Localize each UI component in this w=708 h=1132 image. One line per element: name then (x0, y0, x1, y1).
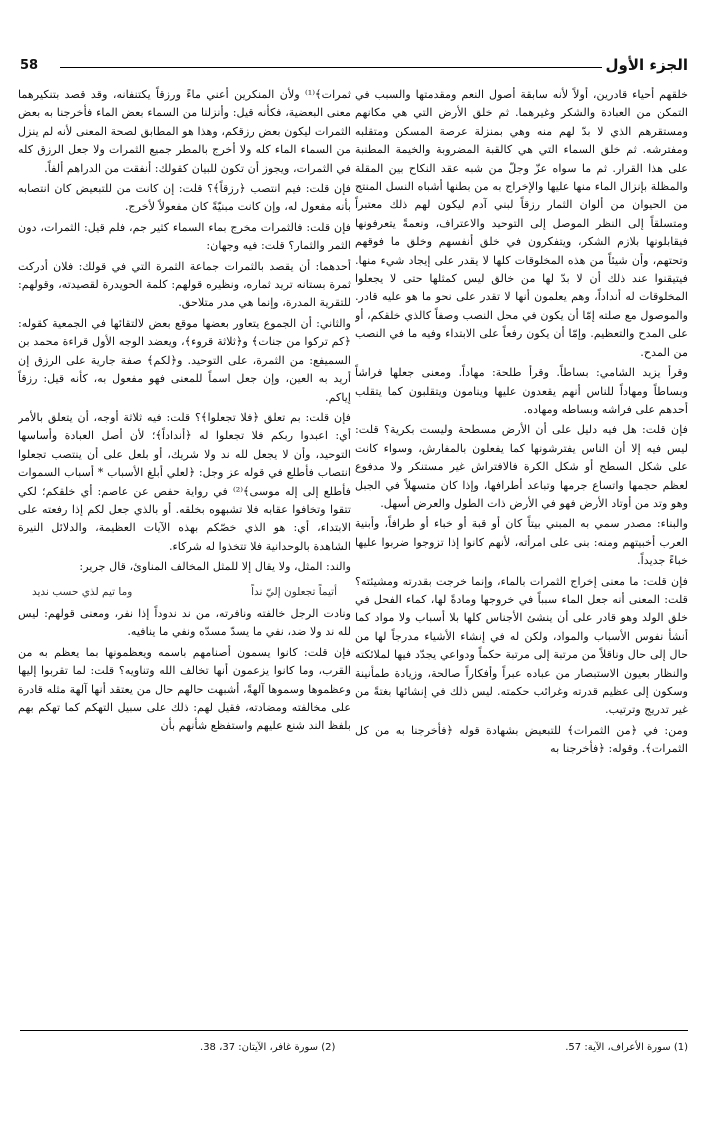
footnote: (2) سورة غافر، الآيتان: 37، 38. (200, 1042, 336, 1053)
paragraph: فإن قلت: هل فيه دليل على أن الأرض مسطحة وليست بكرية؟ قلت: ليس فيه إلا أن الناس يفترشونها كما يفعلون بالمفارش، وسواء كانت على شكل السطح أو شكل الكرة فالافتراش غير مستنكر ولا مدفوع لعظم حجمها واتساع جرمها وتباعد أطرافها، وإذا كان متسهلاً في الجبل وهو وتد من أوتاد الأرض فهو في الأرض ذات الطول والعرض أسهل. (355, 423, 688, 510)
paragraph: فإن قلت: فالثمرات مخرج بماء السماء كثير جم، فلم قيل: الثمرات، دون الثمر والثمار؟ قلت: فيه وجهان: (18, 220, 351, 253)
paragraph: والبناء: مصدر سمي به المبني بيتاً كان أو قبة أو خباء أو طرافاً، وأبنية العرب أخبيتهم ومنه: بنى على امرأته، لأنهم كانوا إذا تزوجوا ضربوا عليها خباءً جديداً. (355, 517, 688, 568)
paragraph: فإن قلت: فيم انتصب ﴿رزقاً﴾؟ قلت: إن كانت من للتبعيض كان انتصابه بأنه مفعول له، وإن كانت مبنيّةً كان مفعولاً لأخرج. (18, 182, 351, 214)
paragraph: والثاني: أن الجموع يتعاور بعضها موقع بعض لالتقائها في الجمعية كقوله: ﴿كم تركوا من جنات﴾ و﴿ثلاثة قروء﴾، ويعضد الوجه الأول قراءة محمد بن السميفع: من الثمرة، على التوحيد. و﴿لكم﴾ صفة جارية على الرزق إن أريد به العين، وإن جعل اسماً للمعنى فهو مفعول به، كأنه قيل: رزقاً إياكم. (18, 316, 351, 404)
page-number: 58 (20, 58, 39, 73)
paragraph: ومن: في ﴿من الثمرات﴾ للتبعيض بشهادة قوله ﴿فأخرجنا به من كل الثمرات﴾. وقوله: ﴿فأخرجنا به (355, 723, 688, 756)
header-rule (60, 67, 602, 68)
paragraph: وقرأ يزيد الشامي: بساطاً. وقرأ طلحة: مهاداً. ومعنى جعلها فراشاً وبساطاً ومهاداً للناس أنهم يقعدون عليها وينامون ويتقلبون كما يتقلب أحدهم على فراشه وبساطه ومهاده. (355, 366, 688, 416)
running-title: الجزء الأول (605, 56, 688, 74)
poem-verse (18, 579, 351, 605)
paragraph: ثمرات﴾⁽¹⁾ ولأن المنكرين أعني ماءً ورزقاً يكتنفانه، وقد قصد بتنكيرهما معنى البعضية، فكأنه قيل: وأنزلنا من السماء بعض الماء فأخرجنا به بعض الثمرات ليكون بعض رزقكم، وهذا هو المطابق لصحة المعنى لأنه لم ينزل من السماء الماء كله ولا أخرج بالمطر جميع الثمرات ولا جعل الرزق كله في الثمرات، ويجوز أن تكون للبيان كقولك: أنفقت من الدراهم ألفاً. (18, 88, 351, 175)
right-column (355, 86, 688, 1004)
paragraph: فإن قلت: ما معنى إخراج الثمرات بالماء، وإنما خرجت بقدرته ومشيئته؟ قلت: المعنى أنه جعل الماء سبباً في خروجها ومادةً لها، كماء الفحل في خلق الولد وهو قادر على أن ينشئ الأجناس كلها بلا أسباب ولا مواد كما أنشأ نفوس الأسباب والمواد، ولكن له في إنشاء الأشياء مدرجاً لها من حال إلى حال وناقلاً من مرتبة إلى مرتبة حكماً ودواعي يجدّد فيها لملائكته والنظار بعيون الاستبصار من عباده عبراً وأفكاراً صالحة، وزيادة طمأنينة وسكون إلى عظيم قدرته وغرائب حكمته. ليس ذلك في إنشائها بغتةً من غير تدريج وترتيب. (355, 574, 688, 717)
paragraph: أحدهما: أن يقصد بالثمرات جماعة الثمرة التي في قولك: فلان أدركت ثمرة بستانه تريد ثماره، ونظيره قولهم: كلمة الحويدرة لقصيدته، وقولهم: للتقرية المدرة، وإنما هي مدر متلاحق. (18, 259, 351, 310)
poem-hemistich: وما تيم لذي حسب نديد (32, 585, 133, 598)
paragraph: ونادت الرجل خالفته ونافرته، من ند ندوداً إذا نفر، ومعنى قولهم: ليس لله ند ولا ضد، نفي ما يسدّ مسدّه ونفي ما ينافيه. (18, 606, 351, 639)
page-header (20, 56, 688, 78)
paragraph: فإن قلت: كانوا يسمون أصنامهم باسمه ويعظمونها بما يعظم به من القرب، وما كانوا يزعمون أنها تخالف الله وتناويه؟ قلت: لما تقربوا إليها وعظموها وسموها آلهةً، أشبهت حالهم حال من يعتقد أنها آلهة مثله قادرة على مخالفته ومضادته، فقيل لهم: ذلك على سبيل التهكم كما تهكم بهم بلفظ الند شنع عليهم واستفظع شأنهم بأن (18, 645, 351, 733)
paragraph: فإن قلت: بم تعلق ﴿فلا تجعلوا﴾؟ قلت: فيه ثلاثة أوجه، أن يتعلق بالأمر أي: اعبدوا ربكم فلا تجعلوا له ﴿أنداداً﴾؛ لأن أصل العبادة وأساسها التوحيد، وأن لا يجعل لله ند ولا شريك، أو بلعل على أن ينتصب تجعلوا انتصاب فأطلع في قوله عز وجل: ﴿لعلي أبلغ الأسباب * أسباب السموات فأطلع إلى إله موسى﴾⁽²⁾ في رواية حفص عن عاصم: أي خلقكم؛ لكي تتقوا وتخافوا عقابه فلا تشبهوه بخلقه. أو بالذي جعل لكم إذا رفعته على الابتداء، أي: هو الذي خصّكم بهذه الآيات العظيمة، والدلائل النيرة الشاهدة بالوحدانية فلا تتخذوا له شركاء. (18, 410, 351, 553)
paragraph: والند: المثل، ولا يقال إلا للمثل المخالف المناوئ، قال جرير: (79, 560, 351, 574)
paragraph: خلقهم أحياء قادرين، أولاً لأنه سابقة أصول النعم ومقدمتها والسبب في التمكن من العبادة والشكر وغيرهما. ثم خلق الأرض التي هي مكانهم ومستقرهم الذي لا بدّ لهم منه وهي بمنزلة عرصة المسكن ومتقلبه ومفترشه. ثم خلق السماء التي هي كالقبة المضروبة والخيمة المطنبة على هذا القرار. ثم ما سواه عزّ وجلّ من شبه عقد النكاح بين المقلة والمظلة بإنزال الماء منها عليها والإخراج به من بطنها أشباه النسل المنتج من الحيوان من ألوان الثمار رزقاً لبني آدم ليكون لهم ذلك معتبراً ومتسلقاً إلى النظر الموصل إلى التوحيد والاعتراف، ونعمةً يتعرفونها فيقابلونها بلازم الشكر، ويتفكرون في خلق أنفسهم وخلق ما فوقهم وتحتهم، وأن شيئاً من هذه المخلوقات كلها لا يقدر على إيجاد شيء منها. فيتيقنوا عند ذلك أن لا بدّ لها من خالق ليس كمثلها حتى لا يجعلوا المخلوقات له أنداداً، وهم يعلمون أنها لا تقدر على نحو ما هو عليه قادر. والموصول مع صلته إمّا أن يكون في محل النصب وصفاً كالذي خلقكم، أو على المدح والتعظيم. وإمّا أن يكون رفعاً على الابتداء وفيه ما في النصب من المدح. (355, 88, 688, 359)
poem-hemistich: أتيماً تجعلون إليّ نداً (251, 585, 337, 598)
footnote-rule (20, 1030, 688, 1031)
footnote: (1) سورة الأعراف، الآية: 57. (565, 1042, 688, 1053)
left-column (18, 86, 351, 1004)
